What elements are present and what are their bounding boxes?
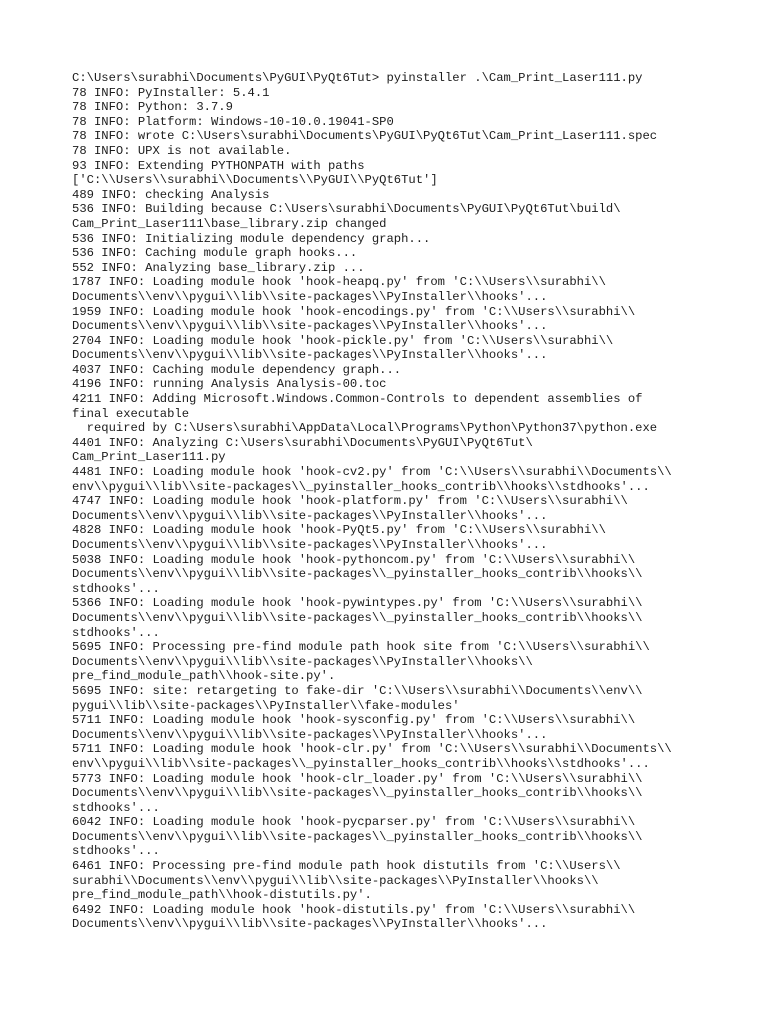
log-line: Documents\\env\\pygui\\lib\\site-packages\\PyInstaller\\hooks'... [72,917,548,932]
log-line: Documents\\env\\pygui\\lib\\site-packages\\_pyinstaller_hooks_contrib\\hooks\\ [72,829,643,844]
log-line: 4828 INFO: Loading module hook 'hook-PyQt5.py' from 'C:\\Users\\surabhi\\ [72,523,606,538]
log-line: 4196 INFO: running Analysis Analysis-00.toc [72,377,387,392]
log-line: Cam_Print_Laser111.py [72,450,226,465]
log-line: 536 INFO: Caching module graph hooks... [72,246,358,261]
log-line: 6042 INFO: Loading module hook 'hook-pycparser.py' from 'C:\\Users\\surabhi\\ [72,815,636,830]
log-line: ['C:\\Users\\surabhi\\Documents\\PyGUI\\PyQt6Tut'] [72,173,438,188]
log-line: stdhooks'... [72,625,160,640]
log-line: 489 INFO: checking Analysis [72,187,270,202]
log-line: pygui\\lib\\site-packages\\PyInstaller\\fake-modules' [72,698,460,713]
terminal-output [72,71,702,932]
log-line: 5711 INFO: Loading module hook 'hook-clr.py' from 'C:\\Users\\surabhi\\Documents\\ [72,742,672,757]
log-line: 78 INFO: Python: 3.7.9 [72,100,233,115]
log-line: Documents\\env\\pygui\\lib\\site-packages\\PyInstaller\\hooks'... [72,289,548,304]
log-line: 4481 INFO: Loading module hook 'hook-cv2.py' from 'C:\\Users\\surabhi\\Documents\\ [72,465,672,480]
log-line: stdhooks'... [72,844,160,859]
log-line: 1959 INFO: Loading module hook 'hook-encodings.py' from 'C:\\Users\\surabhi\\ [72,304,636,319]
log-line: 4037 INFO: Caching module dependency graph... [72,362,402,377]
log-line: 2704 INFO: Loading module hook 'hook-pickle.py' from 'C:\\Users\\surabhi\\ [72,333,614,348]
log-line: 78 INFO: wrote C:\Users\surabhi\Documents\PyGUI\PyQt6Tut\Cam_Print_Laser111.spec [72,129,658,144]
log-line: Documents\\env\\pygui\\lib\\site-packages\\_pyinstaller_hooks_contrib\\hooks\\ [72,567,643,582]
log-line: 93 INFO: Extending PYTHONPATH with paths [72,158,365,173]
log-line: 6492 INFO: Loading module hook 'hook-distutils.py' from 'C:\\Users\\surabhi\\ [72,902,636,917]
log-line: Documents\\env\\pygui\\lib\\site-packages\\PyInstaller\\hooks'... [72,727,548,742]
log-line: 78 INFO: UPX is not available. [72,143,292,158]
log-line: 5366 INFO: Loading module hook 'hook-pywintypes.py' from 'C:\\Users\\surabhi\\ [72,596,643,611]
log-line: 5695 INFO: site: retargeting to fake-dir 'C:\\Users\\surabhi\\Documents\\env\\ [72,683,643,698]
log-line: 4747 INFO: Loading module hook 'hook-platform.py' from 'C:\\Users\\surabhi\\ [72,494,628,509]
log-line: env\\pygui\\lib\\site-packages\\_pyinstaller_hooks_contrib\\hooks\\stdhooks'... [72,756,650,771]
log-line: pre_find_module_path\\hook-distutils.py'. [72,888,372,903]
log-line: 5711 INFO: Loading module hook 'hook-sysconfig.py' from 'C:\\Users\\surabhi\\ [72,713,636,728]
log-line: 78 INFO: PyInstaller: 5.4.1 [72,85,270,100]
log-line: Cam_Print_Laser111\base_library.zip changed [72,216,387,231]
log-line: 1787 INFO: Loading module hook 'hook-heapq.py' from 'C:\\Users\\surabhi\\ [72,275,606,290]
log-line: Documents\\env\\pygui\\lib\\site-packages\\PyInstaller\\hooks\\ [72,654,533,669]
log-line: 78 INFO: Platform: Windows-10-10.0.19041-SP0 [72,114,394,129]
log-line: required by C:\Users\surabhi\AppData\Local\Programs\Python\Python37\python.exe [72,421,658,436]
log-line: 5695 INFO: Processing pre-find module path hook site from 'C:\\Users\\surabhi\\ [72,640,650,655]
log-line: Documents\\env\\pygui\\lib\\site-packages\\_pyinstaller_hooks_contrib\\hooks\\ [72,610,643,625]
log-line: 552 INFO: Analyzing base_library.zip ... [72,260,365,275]
log-line: pre_find_module_path\\hook-site.py'. [72,669,336,684]
log-line: 536 INFO: Initializing module dependency graph... [72,231,431,246]
log-line: Documents\\env\\pygui\\lib\\site-packages\\PyInstaller\\hooks'... [72,319,548,334]
log-line: final executable [72,406,190,421]
log-line: stdhooks'... [72,800,160,815]
log-line: 6461 INFO: Processing pre-find module path hook distutils from 'C:\\Users\\ [72,859,621,874]
log-line: 4401 INFO: Analyzing C:\Users\surabhi\Documents\PyGUI\PyQt6Tut\ [72,435,533,450]
command-prompt-line: C:\Users\surabhi\Documents\PyGUI\PyQt6Tut> pyinstaller .\Cam_Print_Laser111.py [72,71,643,85]
log-line: Documents\\env\\pygui\\lib\\site-packages\\PyInstaller\\hooks'... [72,348,548,363]
log-line: 5038 INFO: Loading module hook 'hook-pythoncom.py' from 'C:\\Users\\surabhi\\ [72,552,636,567]
log-line: Documents\\env\\pygui\\lib\\site-packages\\PyInstaller\\hooks'... [72,538,548,552]
log-line: stdhooks'... [72,581,160,596]
log-line: 4211 INFO: Adding Microsoft.Windows.Common-Controls to dependent assemblies of [72,392,643,407]
log-line: Documents\\env\\pygui\\lib\\site-packages\\PyInstaller\\hooks'... [72,508,548,523]
log-line: 536 INFO: Building because C:\Users\surabhi\Documents\PyGUI\PyQt6Tut\build\ [72,202,621,217]
log-line: env\\pygui\\lib\\site-packages\\_pyinstaller_hooks_contrib\\hooks\\stdhooks'... [72,479,650,494]
log-line: surabhi\\Documents\\env\\pygui\\lib\\site-packages\\PyInstaller\\hooks\\ [72,873,599,888]
log-line: 5773 INFO: Loading module hook 'hook-clr_loader.py' from 'C:\\Users\\surabhi\\ [72,771,643,786]
log-line: Documents\\env\\pygui\\lib\\site-packages\\_pyinstaller_hooks_contrib\\hooks\\ [72,786,643,801]
